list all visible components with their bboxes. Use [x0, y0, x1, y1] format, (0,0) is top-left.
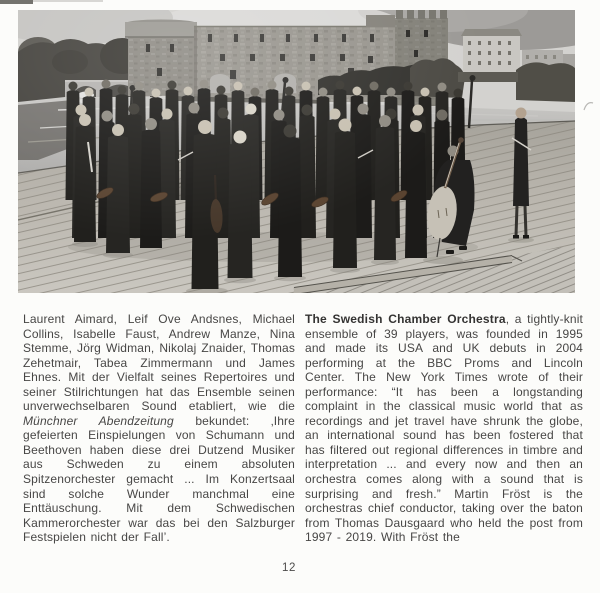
orchestra-name-bold: The Swedish Chamber Orchestra: [305, 312, 506, 326]
orchestra-photo: [18, 10, 575, 293]
booklet-text: [23, 312, 585, 545]
page-number: 12: [282, 562, 296, 574]
english-text-run: , a tightly-knit ensemble of 39 players, was founded in 1995 and made its USA and UK debuts in 2004 performing at the BBC Proms and Lincoln Center. The New York Times wrote of their performance: “It has been a longstanding complaint in the classical music world that as recordings and jet travel have shrunk the globe, an international sound has been fostered that has filtered out regional differences in timbre and interpretation ... and every now and then an orchestra comes along with a sound that is surprising and fresh.” Martin Fröst is the orchestras chief conductor, taking over the baton from Thomas Dausgaard who held the post from 1997 - 2019. With Fröst the: [305, 312, 583, 545]
photo-scene: [18, 10, 575, 293]
german-text-run-2: bekundet: ‚Ihre gefeierten Einspielungen von Schumann und Beethoven haben diese drei Dutzend Musiker aus Schweden zu einem absoluten Spitzenorchester gemacht ... Im Konzertsaal sind solche Wunder manchmal eine Enttäuschung. Mit dem Schwedischen Kammerorchester war das bei den Salzburger Festspielen nicht der Fall’.: [23, 413, 295, 545]
scan-artifact-top-fade: [33, 0, 103, 2]
german-text-run-1: Laurent Aimard, Leif Ove Andsnes, Michael Collins, Isabelle Faust, Andrew Manze, Nina Stemme, Jörg Widman, Nikolaj Znaider, Thomas Zehetmair, Tabea Zimmermann und James Ehnes. Mit der Vielfalt seines Repertoires und seiner Stilrichtungen hat das Ensemble seinen unverwechselbaren Sound etabliert, wie die: [23, 312, 295, 414]
german-italic-title: Münchner Abendzeitung: [23, 413, 174, 428]
scan-artifact-top-left: [0, 0, 33, 4]
scan-artifact-right-margin: [583, 99, 595, 113]
german-paragraph: [23, 312, 295, 545]
english-paragraph: [305, 312, 583, 545]
